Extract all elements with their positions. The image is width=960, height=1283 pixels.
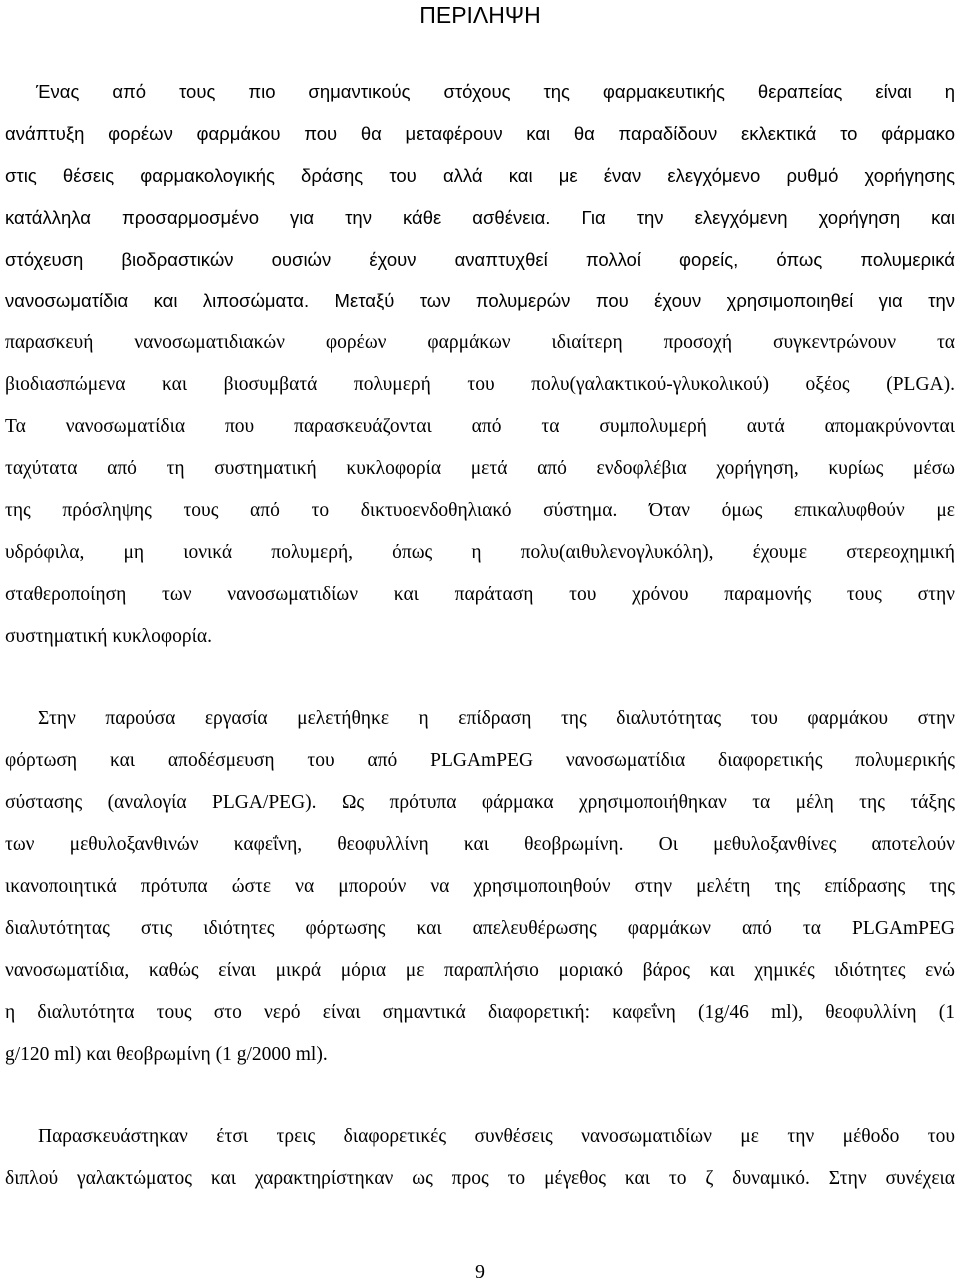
paragraph-line: διπλού γαλακτώματος και χαρακτηρίστηκαν ως προς το μέγεθος και το ζ δυναμικό. Στην συνέχεια — [5, 1168, 955, 1189]
paragraph-line: g/120 ml) και θεοβρωμίνη (1 g/2000 ml). — [5, 1044, 328, 1065]
paragraph-line: νανοσωματίδια, καθώς είναι μικρά μόρια με παραπλήσιο μοριακό βάρος και χημικές ιδιότητες ενώ — [5, 960, 955, 981]
paragraph-line: συστηματική κυκλοφορία. — [5, 626, 212, 647]
paragraph-line: ικανοποιητικά πρότυπα ώστε να μπορούν να χρησιμοποιηθούν στην μελέτη της επίδρασης της — [5, 876, 955, 897]
paragraph-line: φόρτωση και αποδέσμευση του από PLGAmPEG νανοσωματίδια διαφορετικής πολυμερικής — [5, 750, 955, 771]
paragraph-line: νανοσωματίδια και λιποσώματα. Μεταξύ των πολυμερών που έχουν χρησιμοποιηθεί για την — [5, 290, 955, 311]
paragraph-line: διαλυτότητας στις ιδιότητες φόρτωσης και απελευθέρωσης φαρμάκων από τα PLGAmPEG — [5, 918, 955, 939]
paragraph-line: υδρόφιλα, μη ιονικά πολυμερή, όπως η πολυ(αιθυλενογλυκόλη), έχουμε στερεοχημική — [5, 542, 955, 563]
paragraph-line: σύστασης (αναλογία PLGA/PEG). Ως πρότυπα φάρμακα χρησιμοποιήθηκαν τα μέλη της τάξης — [5, 792, 955, 813]
paragraph-line: Παρασκευάστηκαν έτσι τρεις διαφορετικές συνθέσεις νανοσωματιδίων με την μέθοδο του — [38, 1126, 955, 1147]
paragraph-line: Ένας από τους πιο σημαντικούς στόχους της φαρμακευτικής θεραπείας είναι η — [36, 81, 955, 102]
paragraph-line: βιοδιασπώμενα και βιοσυμβατά πολυμερή του πολυ(γαλακτικού-γλυκολικού) οξέος (PLGA). — [5, 374, 955, 395]
paragraph-line: σταθεροποίηση των νανοσωματιδίων και παράταση του χρόνου παραμονής τους στην — [5, 584, 955, 605]
paragraph-line: η διαλυτότητα τους στο νερό είναι σημαντικά διαφορετική: καφεΐνη (1g/46 ml), θεοφυλλίνη (1 — [5, 1002, 955, 1023]
paragraph-line: στις θέσεις φαρμακολογικής δράσης του αλλά και με έναν ελεγχόμενο ρυθμό χορήγησης — [5, 165, 955, 186]
paragraph-line: ανάπτυξη φορέων φαρμάκου που θα μεταφέρουν και θα παραδίδουν εκλεκτικά το φάρμακο — [5, 123, 955, 144]
paragraph-line: Τα νανοσωματίδια που παρασκευάζονται από τα συμπολυμερή αυτά απομακρύνονται — [5, 416, 955, 437]
page-number: 9 — [475, 1261, 485, 1283]
paragraph-line: στόχευση βιοδραστικών ουσιών έχουν αναπτυχθεί πολλοί φορείς, όπως πολυμερικά — [5, 249, 955, 270]
paragraph-line: της πρόσληψης τους από το δικτυοενδοθηλιακό σύστημα. Όταν όμως επικαλυφθούν με — [5, 500, 955, 521]
paragraph-line: των μεθυλοξανθινών καφεΐνη, θεοφυλλίνη και θεοβρωμίνη. Οι μεθυλοξανθίνες αποτελούν — [5, 834, 955, 855]
paragraph-line: κατάλληλα προσαρμοσμένο για την κάθε ασθένεια. Για την ελεγχόμενη χορήγηση και — [5, 207, 955, 228]
paragraph-line: ταχύτατα από τη συστηματική κυκλοφορία μετά από ενδοφλέβια χορήγηση, κυρίως μέσω — [5, 458, 955, 479]
paragraph-line: Στην παρούσα εργασία μελετήθηκε η επίδραση της διαλυτότητας του φαρμάκου στην — [38, 708, 955, 729]
page-title: ΠΕΡΙΛΗΨΗ — [419, 2, 541, 28]
paragraph-line: παρασκευή νανοσωματιδιακών φορέων φαρμάκων ιδιαίτερη προσοχή συγκεντρώνουν τα — [5, 332, 955, 353]
